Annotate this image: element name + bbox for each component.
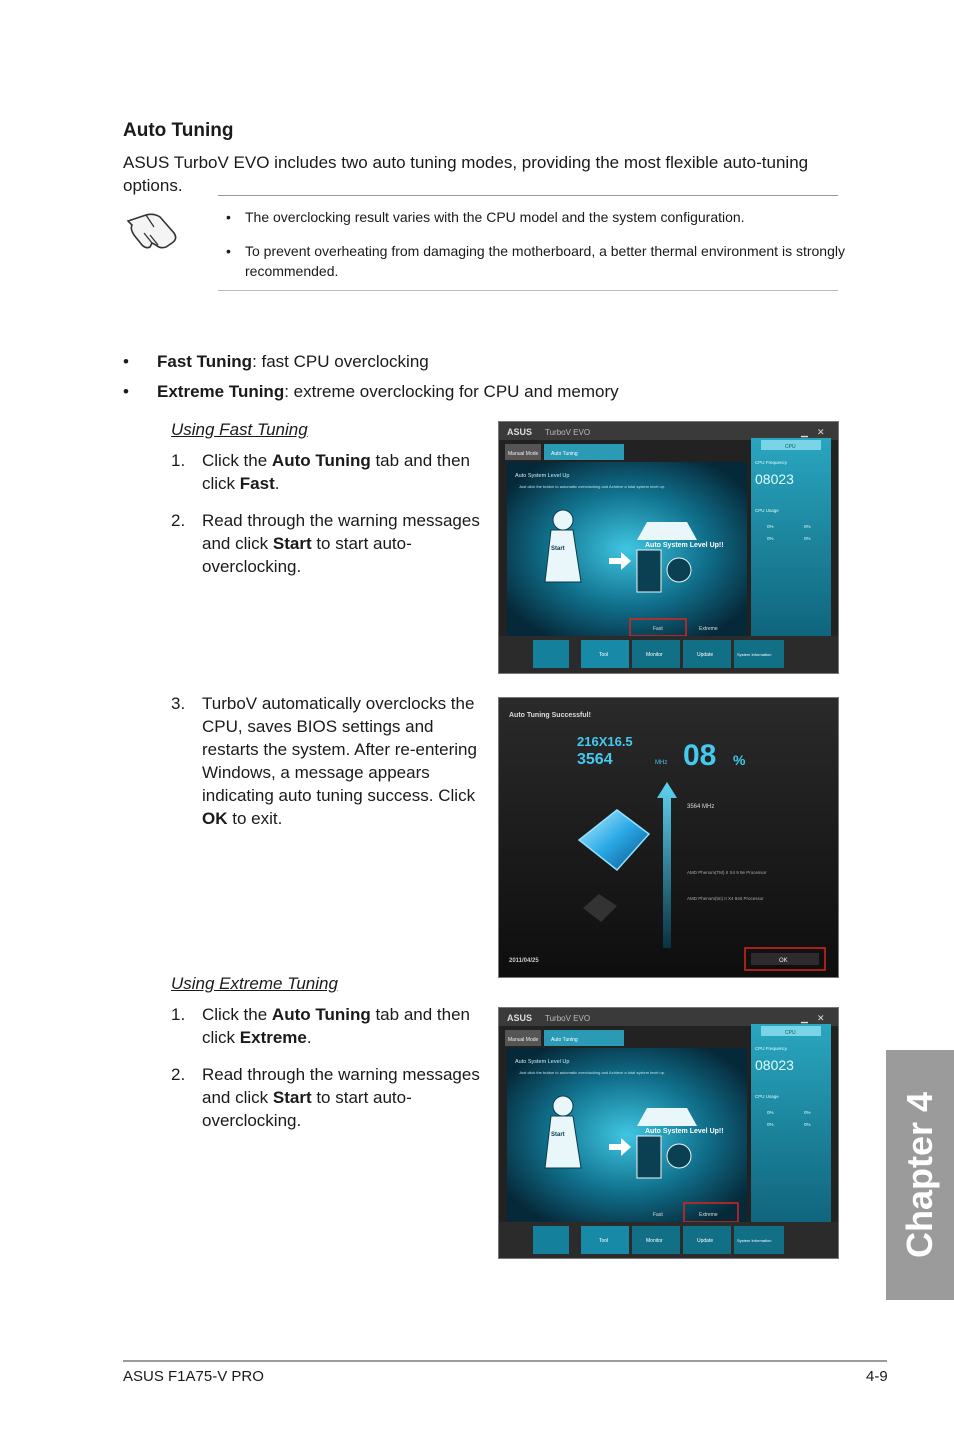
- svg-text:0%: 0%: [804, 524, 811, 529]
- screenshot-fast-tuning: [498, 421, 839, 674]
- panel-title: Auto System Level Up: [515, 473, 570, 479]
- mode-name: Extreme Tuning: [157, 382, 285, 401]
- ratio-readout: 216X16.5: [577, 734, 633, 749]
- ok-button[interactable]: OK: [779, 958, 788, 964]
- svg-text:Tool: Tool: [599, 1238, 609, 1244]
- svg-text:Auto System Level Up!!: Auto System Level Up!!: [645, 1128, 724, 1135]
- mode-desc: : fast CPU overclocking: [252, 352, 429, 371]
- svg-text:0%: 0%: [767, 1122, 774, 1127]
- svg-text:CPU Usage: CPU Usage: [755, 1094, 779, 1099]
- svg-text:Auto Tuning: Auto Tuning: [551, 1037, 578, 1043]
- auto-tuning-nav[interactable]: [533, 640, 569, 668]
- svg-text:0%: 0%: [767, 524, 774, 529]
- svg-text:System Information: System Information: [737, 1238, 772, 1243]
- panel-desc: Just click the button to automatic overclocking and Achieve a total system level up.: [519, 484, 666, 489]
- svg-text:Auto System Level Up: Auto System Level Up: [515, 1059, 570, 1065]
- processor-new: AMD Phenom(TM) II X4 9 9e Processor: [687, 870, 767, 875]
- svg-text:Update: Update: [697, 1238, 714, 1244]
- note-box: • The overclocking result varies with the CPU model and the system configuration. • To prevent overheating from damaging the motherboard, a better thermal environment is strongly recommended.: [218, 195, 838, 291]
- mode-name: Fast Tuning: [157, 352, 253, 371]
- svg-text:CPU: CPU: [785, 444, 796, 450]
- svg-text:Monitor: Monitor: [646, 652, 663, 658]
- svg-text:CPU Usage: CPU Usage: [755, 508, 779, 513]
- intro-paragraph: ASUS TurboV EVO includes two auto tuning modes, providing the most flexible auto-tuning options.: [123, 153, 809, 195]
- svg-text:08023: 08023: [755, 1057, 794, 1073]
- processor-old: AMD Phenom(tm) II X4 840 Processor: [687, 896, 764, 901]
- svg-text:CPU: CPU: [785, 1030, 796, 1036]
- chapter-tab: [886, 1050, 954, 1300]
- svg-text:System Information: System Information: [737, 652, 772, 657]
- svg-text:0%: 0%: [804, 536, 811, 541]
- svg-text:Manual Mode: Manual Mode: [508, 451, 539, 457]
- svg-text:TurboV EVO: TurboV EVO: [545, 1014, 591, 1023]
- footer-product: ASUS F1A75-V PRO: [123, 1368, 264, 1385]
- section-title: Auto Tuning: [123, 120, 234, 141]
- close-icon: ✕: [817, 427, 825, 437]
- svg-text:Manual Mode: Manual Mode: [508, 1037, 539, 1043]
- app-brand: ASUS: [507, 427, 533, 437]
- screenshot-extreme-tuning: [498, 1007, 839, 1259]
- note-hand-icon: [124, 207, 180, 253]
- footer-divider: [123, 1360, 887, 1362]
- page-number: 4-9: [866, 1368, 888, 1385]
- mhz-readout: 3564: [577, 751, 613, 768]
- svg-text:0%: 0%: [804, 1110, 811, 1115]
- svg-text:CPU Frequency: CPU Frequency: [755, 460, 788, 465]
- cpu-frequency-readout: 08023: [755, 471, 794, 487]
- mode-desc: : extreme overclocking for CPU and memory: [284, 382, 619, 401]
- start-button[interactable]: Start: [551, 546, 565, 552]
- svg-text:Monitor: Monitor: [646, 1238, 663, 1244]
- svg-text:0%: 0%: [767, 536, 774, 541]
- svg-text:Tool: Tool: [599, 652, 609, 658]
- extreme-button[interactable]: Extreme: [699, 1212, 718, 1218]
- start-button[interactable]: Start: [551, 1132, 565, 1138]
- fast-button[interactable]: Fast: [653, 626, 663, 632]
- svg-text:0%: 0%: [804, 1122, 811, 1127]
- success-title: Auto Tuning Successful!: [509, 712, 591, 719]
- new-frequency: 3564 MHz: [687, 804, 715, 810]
- note-text: The overclocking result varies with the CPU model and the system configuration.: [245, 209, 745, 225]
- extreme-tuning-subtitle: Using Extreme Tuning: [171, 974, 338, 993]
- app-title: TurboV EVO: [545, 428, 591, 437]
- note-text: To prevent overheating from damaging the motherboard, a better thermal environment is strongly recommended.: [245, 243, 845, 279]
- success-date: 2011/04/25: [509, 958, 539, 964]
- svg-text:0%: 0%: [767, 1110, 774, 1115]
- level-up-label: Auto System Level Up!!: [645, 542, 724, 549]
- minimize-icon: ▁: [801, 427, 808, 437]
- chapter-label: Chapter 4: [899, 1091, 940, 1259]
- fast-tuning-subtitle: Using Fast Tuning: [171, 420, 308, 439]
- auto-tuning-nav[interactable]: [533, 1226, 569, 1254]
- svg-text:MHz: MHz: [655, 760, 668, 766]
- svg-text:Auto Tuning: Auto Tuning: [551, 451, 578, 457]
- minimize-icon: ▁: [801, 1013, 808, 1023]
- svg-text:%: %: [733, 752, 746, 768]
- percent-readout: 08: [683, 739, 717, 772]
- extreme-button[interactable]: Extreme: [699, 626, 718, 632]
- svg-text:Update: Update: [697, 652, 714, 658]
- svg-text:CPU Frequency: CPU Frequency: [755, 1046, 788, 1051]
- svg-text:Just click the button to autom: Just click the button to automatic overclocking and Achieve a total system level up.: [519, 1070, 666, 1075]
- svg-text:ASUS: ASUS: [507, 1013, 533, 1023]
- fast-button[interactable]: Fast: [653, 1212, 663, 1218]
- close-icon: ✕: [817, 1013, 825, 1023]
- screenshot-tuning-success: [498, 697, 839, 978]
